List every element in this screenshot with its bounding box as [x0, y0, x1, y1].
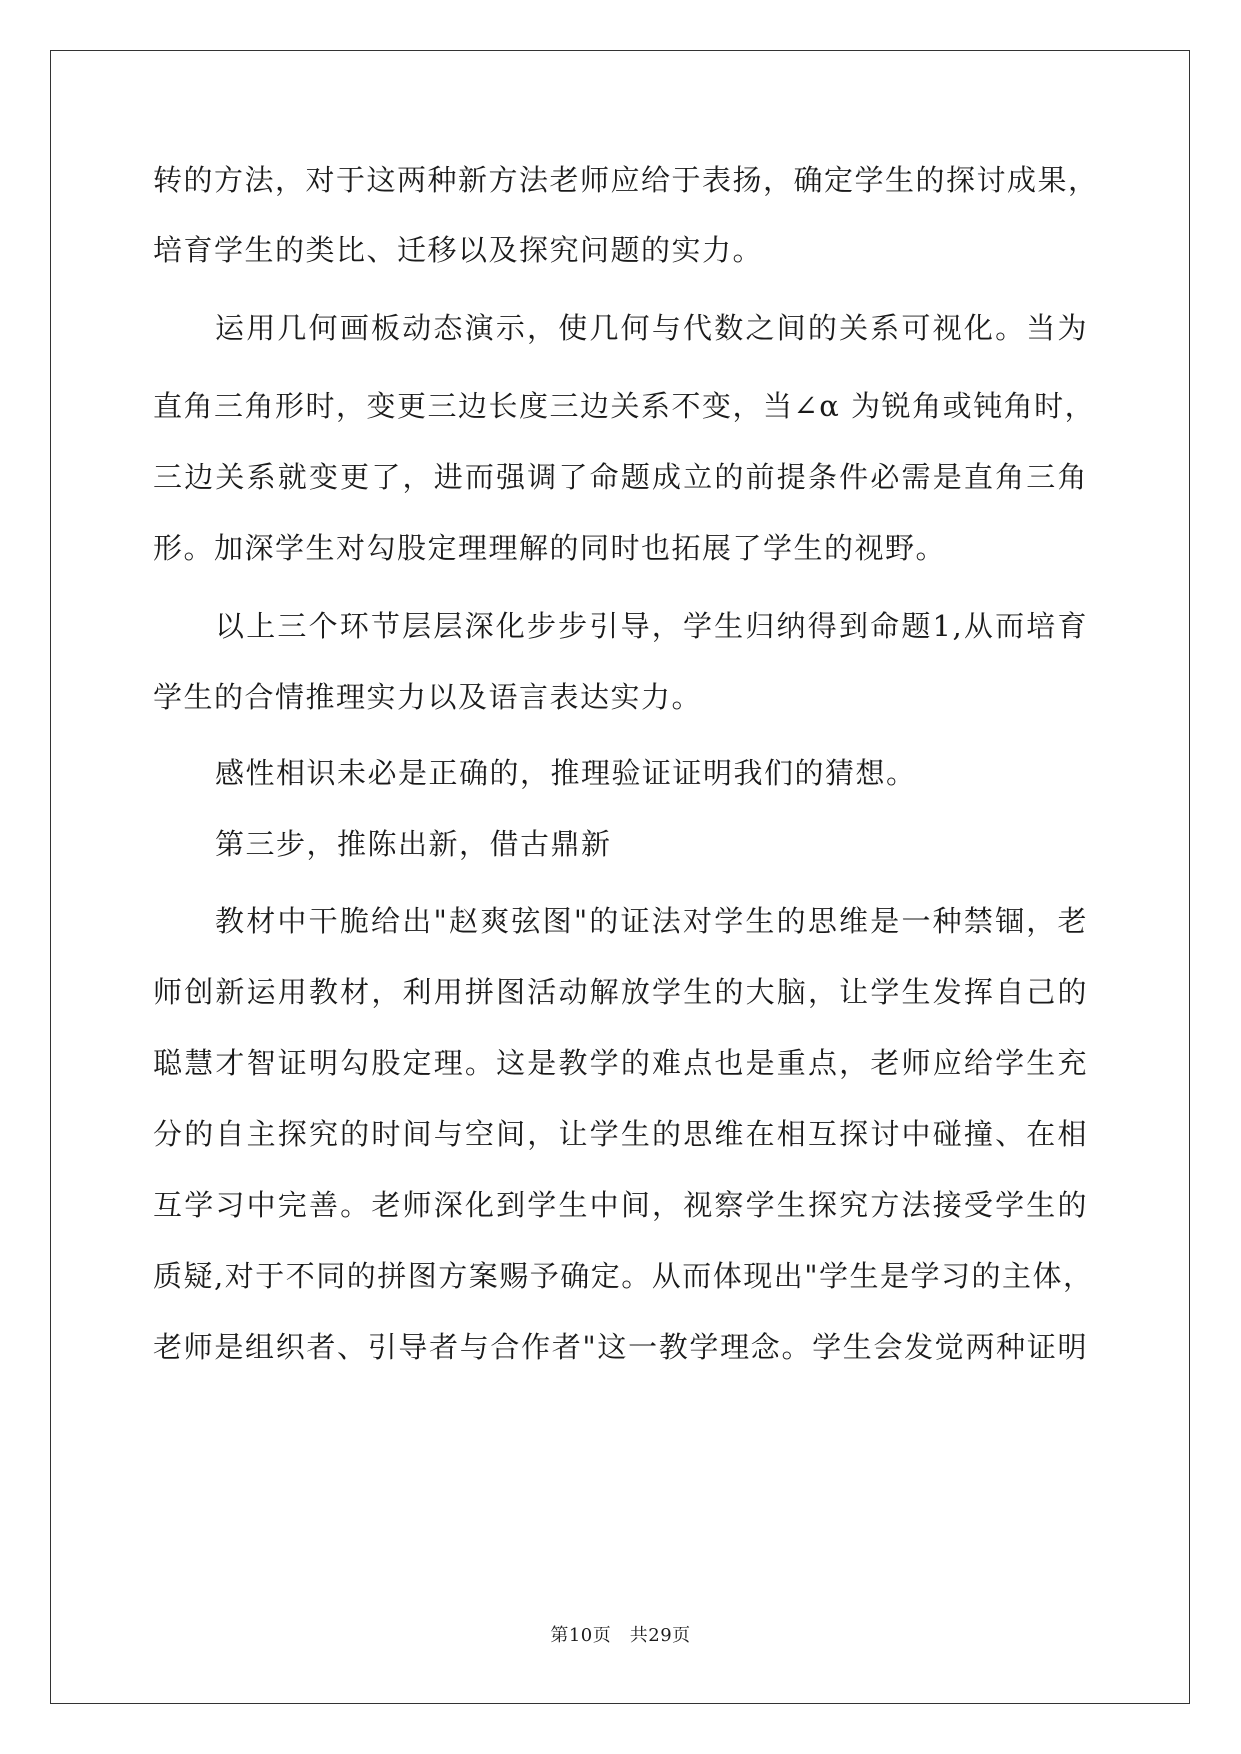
text-line-15: 互学习中完善。老师深化到学生中间，视察学生探究方法接受学生的	[153, 1188, 1088, 1222]
section-heading: 第三步，推陈出新，借古鼎新	[215, 827, 612, 861]
text-line-12: 师创新运用教材，利用拼图活动解放学生的大脑，让学生发挥自己的	[153, 975, 1088, 1009]
text-line-13: 聪慧才智证明勾股定理。这是教学的难点也是重点，老师应给学生充	[153, 1046, 1088, 1080]
text-line-16: 质疑,对于不同的拼图方案赐予确定。从而体现出"学生是学习的主体，	[153, 1259, 1094, 1293]
text-line-17: 老师是组织者、引导者与合作者"这一教学理念。学生会发觉两种证明	[153, 1330, 1088, 1364]
page-border	[50, 50, 1190, 1704]
text-line-7: 以上三个环节层层深化步步引导，学生归纳得到命题1,从而培育	[215, 609, 1088, 643]
text-line-8: 学生的合情推理实力以及语言表达实力。	[153, 680, 703, 714]
text-line-4: 直角三角形时，变更三边长度三边关系不变，当∠α 为锐角或钝角时，	[153, 389, 1096, 423]
text-line-5: 三边关系就变更了，进而强调了命题成立的前提条件必需是直角三角	[153, 460, 1088, 494]
text-line-1: 转的方法，对于这两种新方法老师应给于表扬，确定学生的探讨成果，	[153, 163, 1099, 197]
text-line-14: 分的自主探究的时间与空间，让学生的思维在相互探讨中碰撞、在相	[153, 1117, 1088, 1151]
text-line-6: 形。加深学生对勾股定理理解的同时也拓展了学生的视野。	[153, 531, 947, 565]
text-line-2: 培育学生的类比、迁移以及探究问题的实力。	[153, 233, 764, 267]
text-line-3: 运用几何画板动态演示，使几何与代数之间的关系可视化。当为	[215, 311, 1088, 345]
text-line-11: 教材中干脆给出"赵爽弦图"的证法对学生的思维是一种禁锢，老	[215, 904, 1088, 938]
text-line-9: 感性相识未必是正确的，推理验证证明我们的猜想。	[215, 756, 917, 790]
page-number: 第10页 共29页	[550, 1625, 691, 1646]
